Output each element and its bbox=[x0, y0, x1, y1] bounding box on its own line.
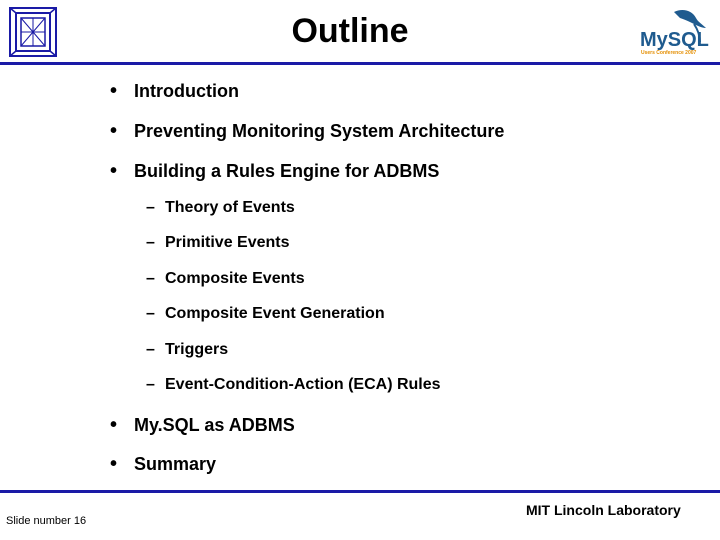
slide-number: Slide number 16 bbox=[6, 515, 87, 527]
bullet-label: Introduction bbox=[134, 81, 239, 101]
sub-item-eca-rules bbox=[146, 376, 441, 394]
dash-glyph: – bbox=[146, 341, 155, 358]
sub-item-composite-event-generation bbox=[146, 305, 385, 323]
sub-item-label: Composite Event Generation bbox=[165, 305, 385, 322]
bullet-glyph: • bbox=[110, 120, 118, 142]
dash-glyph: – bbox=[146, 376, 155, 393]
bullet-preventing-monitoring bbox=[110, 120, 504, 143]
bullet-summary bbox=[110, 453, 216, 476]
sub-item-primitive-events bbox=[146, 234, 290, 252]
title-rule bbox=[0, 62, 720, 65]
bullet-introduction bbox=[110, 80, 239, 103]
mysql-wordmark: MySQL bbox=[640, 29, 709, 51]
footer-rule bbox=[0, 490, 720, 493]
bullet-rules-engine bbox=[110, 160, 439, 183]
dolphin-icon bbox=[674, 10, 706, 28]
sub-item-label: Triggers bbox=[165, 341, 229, 358]
dash-glyph: – bbox=[146, 305, 155, 322]
sub-item-composite-events bbox=[146, 270, 305, 288]
bullet-glyph: • bbox=[110, 453, 118, 475]
sub-item-label: Event-Condition-Action (ECA) Rules bbox=[165, 376, 441, 393]
bullet-label: My.SQL as ADBMS bbox=[134, 415, 295, 435]
dash-glyph: – bbox=[146, 234, 155, 251]
mysql-caption: Users Conference 2007 bbox=[641, 50, 697, 56]
bullet-glyph: • bbox=[110, 414, 118, 436]
dash-glyph: – bbox=[146, 270, 155, 287]
bullet-glyph: • bbox=[110, 80, 118, 102]
bullet-label: Summary bbox=[134, 454, 217, 474]
dash-glyph: – bbox=[146, 199, 155, 216]
bullet-label: Preventing Monitoring System Architecture bbox=[134, 121, 505, 141]
bullet-label: Building a Rules Engine for ADBMS bbox=[134, 161, 440, 181]
bullet-glyph: • bbox=[110, 160, 118, 182]
slide-title: Outline bbox=[291, 12, 409, 50]
sub-item-label: Theory of Events bbox=[165, 199, 295, 216]
sub-item-theory-of-events bbox=[146, 199, 295, 217]
sub-item-triggers bbox=[146, 341, 228, 359]
sub-item-label: Composite Events bbox=[165, 270, 305, 287]
organization-name: MIT Lincoln Laboratory bbox=[526, 502, 681, 518]
sub-item-label: Primitive Events bbox=[165, 234, 290, 251]
bullet-mysql-as-adbms bbox=[110, 414, 295, 437]
mysql-conference-logo bbox=[636, 6, 712, 56]
